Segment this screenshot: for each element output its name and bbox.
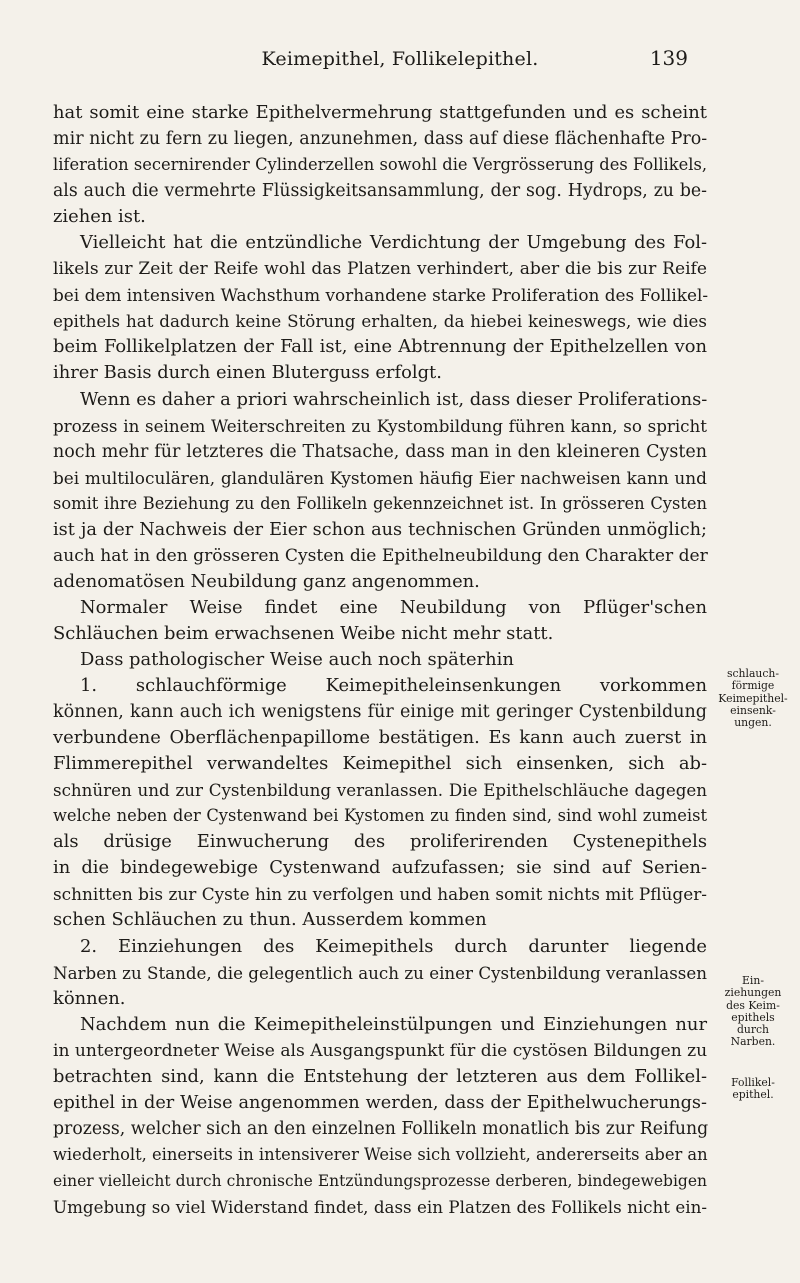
text-line: 2. Einziehungen des Keimepithels durch darunter liegende: [80, 935, 707, 957]
text-line: einer vielleicht durch chronische Entzündungsprozesse derberen, bindegewebigen: [53, 1171, 707, 1190]
text-line: beim Follikelplatzen der Fall ist, eine Abtrennung der Epithelzellen von: [53, 336, 707, 358]
text-line: Schläuchen beim erwachsenen Weibe nicht mehr statt.: [53, 622, 554, 644]
text-line: schnüren und zur Cystenbildung veranlassen. Die Epithelschläuche dagegen: [53, 780, 707, 801]
text-line: epithels hat dadurch keine Störung erhalten, da hiebei keineswegs, wie dies: [53, 311, 707, 332]
margin-note-einziehungen: Ein- ziehungen des Keim- epithels durch Narben.: [724, 974, 782, 1049]
running-title: Keimepithel, Follikelepithel.: [261, 48, 539, 70]
text-line: ziehen ist.: [53, 206, 146, 228]
text-line: likels zur Zeit der Reife wohl das Platzen verhindert, aber die bis zur Reife: [53, 259, 707, 280]
page-number: 139: [649, 46, 688, 70]
text-line: betrachten sind, kann die Entstehung der letzteren aus dem Follikel-: [53, 1065, 707, 1087]
running-header: [0, 48, 800, 78]
text-line: in untergeordneter Weise als Ausgangspunkt für die cystösen Bildungen zu: [53, 1040, 708, 1061]
text-line: verbundene Oberflächenpapillome bestätigen. Es kann auch zuerst in: [53, 727, 707, 749]
text-line: bei multiloculären, glandulären Kystomen häufig Eier nachweisen kann und: [53, 467, 707, 488]
text-line: Dass pathologischer Weise auch noch späterhin: [80, 648, 514, 670]
text-line: prozess, welcher sich an den einzelnen Follikeln monatlich bis zur Reifung: [53, 1118, 709, 1139]
text-line: Normaler Weise findet eine Neubildung von Pflüger'schen: [80, 596, 707, 618]
text-line: ist ja der Nachweis der Eier schon aus technischen Gründen unmöglich;: [53, 519, 707, 540]
text-line: 1. schlauchförmige Keimepitheleinsenkungen vorkommen: [80, 675, 707, 697]
text-line: schen Schläuchen zu thun. Ausserdem kommen: [53, 909, 487, 931]
margin-note-schlauchfoermige: schlauch- förmige Keimepithel- einsenk- ungen.: [718, 667, 788, 730]
text-line: Narben zu Stande, die gelegentlich auch zu einer Cystenbildung veranlassen: [53, 962, 707, 983]
text-line: auch hat in den grösseren Cysten die Epithelneubildung den Charakter der: [53, 545, 708, 566]
text-line: somit ihre Beziehung zu den Follikeln gekennzeichnet ist. In grösseren Cysten: [53, 493, 707, 513]
text-line: wiederholt, einerseits in intensiverer Weise sich vollzieht, andererseits aber an: [53, 1144, 708, 1164]
text-line: bei dem intensiven Wachsthum vorhandene starke Proliferation des Follikel-: [53, 285, 709, 306]
text-line: Nachdem nun die Keimepitheleinstülpungen und Einziehungen nur: [80, 1013, 707, 1035]
text-line: noch mehr für letzteres die Thatsache, dass man in den kleineren Cysten: [53, 441, 707, 462]
text-line: in die bindegewebige Cystenwand aufzufassen; sie sind auf Serien-: [53, 857, 707, 879]
text-line: schnitten bis zur Cyste hin zu verfolgen und haben somit nichts mit Pflüger-: [53, 884, 707, 905]
text-line: Wenn es daher a priori wahrscheinlich ist, dass dieser Proliferations-: [80, 388, 708, 410]
text-line: epithel in der Weise angenommen werden, dass der Epithelwucherungs-: [53, 1092, 707, 1113]
body-text: [53, 100, 707, 1220]
text-line: können, kann auch ich wenigstens für einige mit geringer Cystenbildung: [53, 702, 707, 723]
margin-note-follikelepithel: Follikel- epithel.: [731, 1076, 775, 1102]
text-line: können.: [53, 987, 126, 1009]
text-line: liferation secernirender Cylinderzellen sowohl die Vergrösserung des Follikels,: [53, 155, 707, 175]
text-line: ihrer Basis durch einen Bluterguss erfolgt.: [53, 362, 442, 384]
text-line: mir nicht zu fern zu liegen, anzunehmen, dass auf diese flächenhafte Pro-: [53, 129, 708, 150]
text-line: Flimmerepithel verwandeltes Keimepithel sich einsenken, sich ab-: [53, 753, 707, 775]
text-line: prozess in seinem Weiterschreiten zu Kystombildung führen kann, so spricht: [53, 415, 707, 436]
text-line: als auch die vermehrte Flüssigkeitsansammlung, der sog. Hydrops, zu be-: [53, 181, 707, 202]
text-line: hat somit eine starke Epithelvermehrung stattgefunden und es scheint: [53, 102, 707, 123]
text-line: Vielleicht hat die entzündliche Verdichtung der Umgebung des Fol-: [80, 232, 707, 254]
text-line: welche neben der Cystenwand bei Kystomen zu finden sind, sind wohl zumeist: [53, 806, 707, 826]
text-line: adenomatösen Neubildung ganz angenommen.: [53, 570, 480, 592]
text-line: Umgebung so viel Widerstand findet, dass ein Platzen des Follikels nicht ein-: [53, 1196, 707, 1217]
text-line: als drüsige Einwucherung des proliferirenden Cystenepithels: [53, 831, 707, 853]
